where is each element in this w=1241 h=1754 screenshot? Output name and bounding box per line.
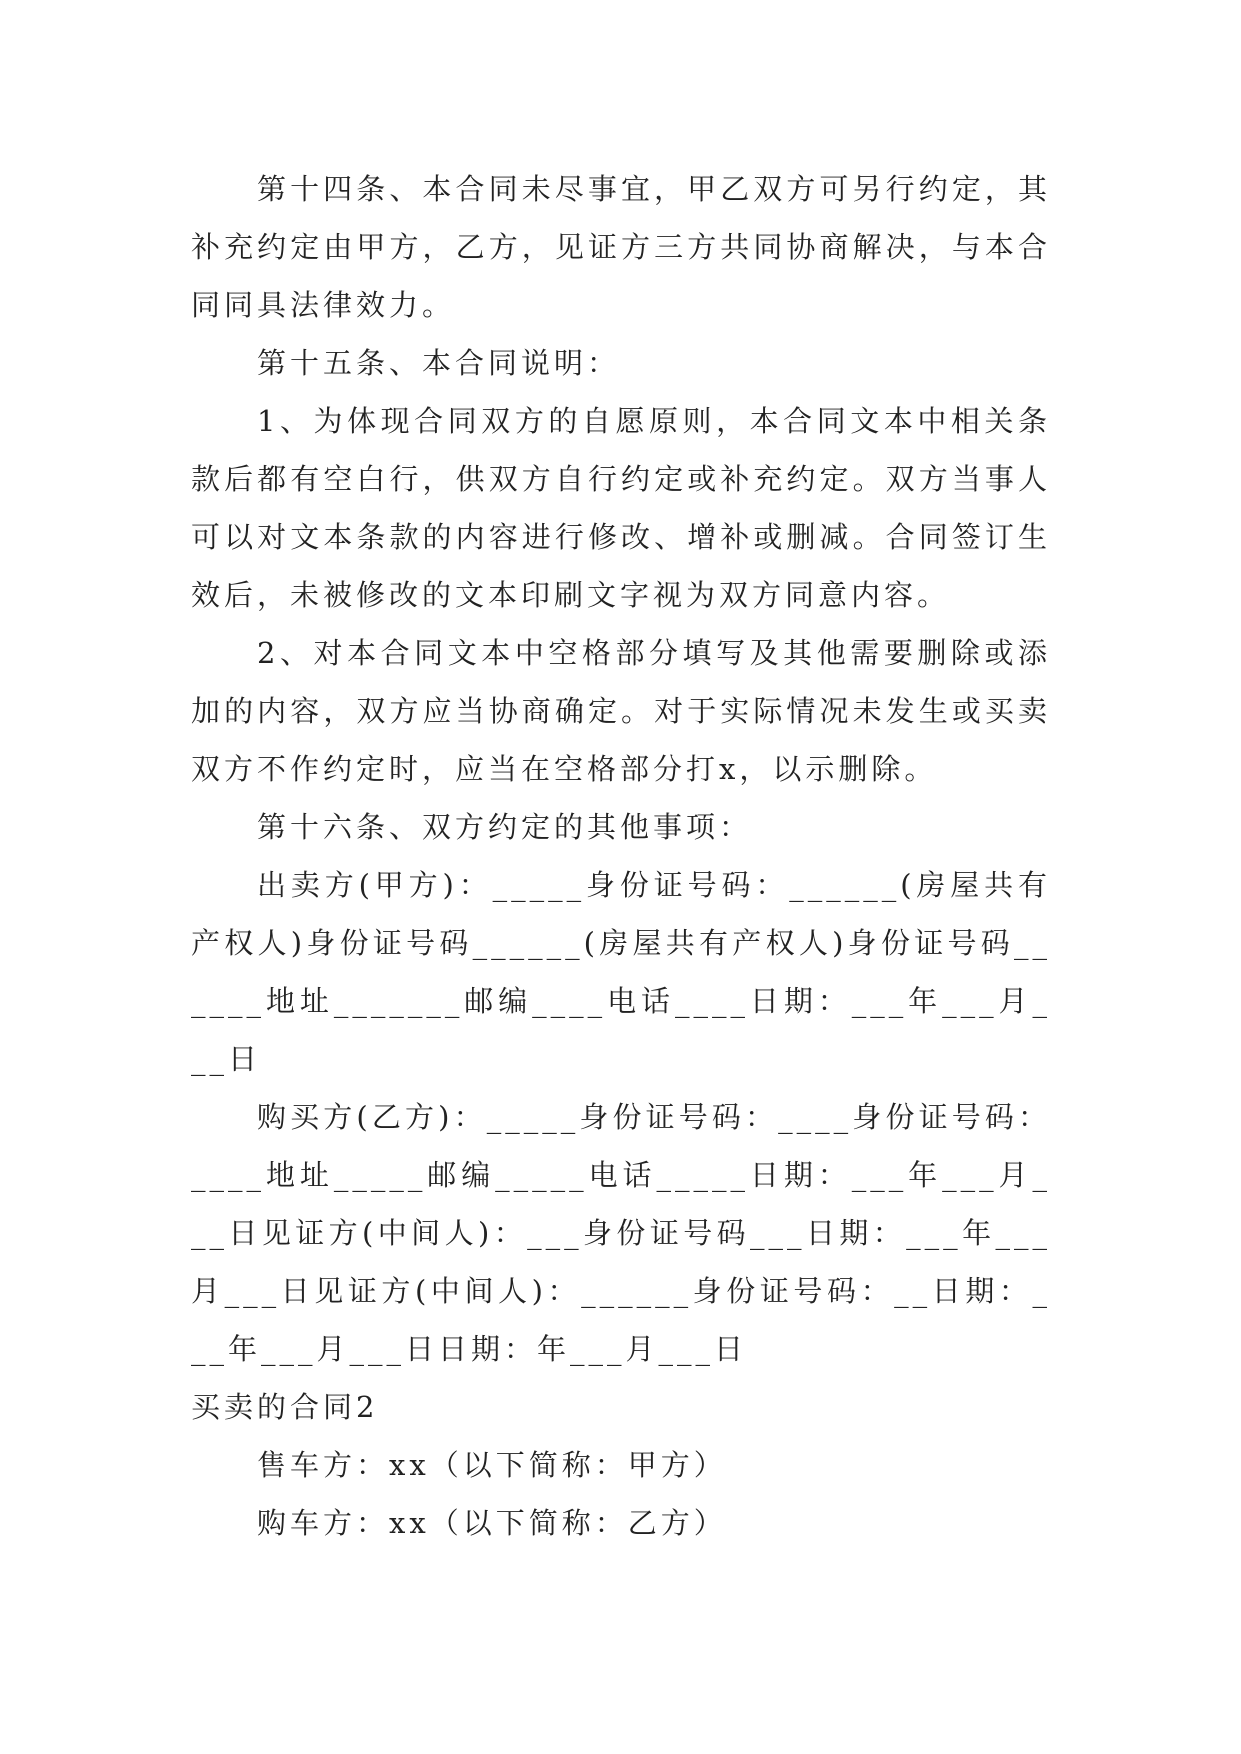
paragraph-buyer-witness-info: 购买方(乙方)：_____身份证号码：____身份证号码：____地址_____邮编_____电话_____日期：___年___月___日见证方(中间人)：___身份证号码___日期：___年___月___日见证方(中间人)：______身份证号码：__日期：___年___月___日日期：年___月___日 — [191, 1100, 1051, 1366]
paragraph-article-14: 第十四条、本合同未尽事宜，甲乙双方可另行约定，其补充约定由甲方，乙方，见证方三方共同协商解决，与本合同同具法律效力。 — [191, 172, 1051, 322]
paragraph-article-15-item-1: 1、为体现合同双方的自愿原则，本合同文本中相关条款后都有空白行，供双方自行约定或补充约定。双方当事人可以对文本条款的内容进行修改、增补或删减。合同签订生效后，未被修改的文本印刷文字视为双方同意内容。 — [191, 404, 1051, 612]
paragraph-car-seller: 售车方：xx（以下简称：甲方） — [257, 1448, 727, 1482]
paragraph-seller-info: 出卖方(甲方)：_____身份证号码：______(房屋共有产权人)身份证号码______(房屋共有产权人)身份证号码______地址_______邮编____电话____日期：___年___月___日 — [191, 868, 1051, 1076]
paragraph-article-15-heading: 第十五条、本合同说明： — [257, 346, 621, 380]
paragraph-car-buyer: 购车方：xx（以下简称：乙方） — [257, 1506, 727, 1540]
section-title-contract-2: 买卖的合同2 — [191, 1390, 379, 1424]
document-body — [191, 160, 1051, 1552]
paragraph-article-15-item-2: 2、对本合同文本中空格部分填写及其他需要删除或添加的内容，双方应当协商确定。对于实际情况未发生或买卖双方不作约定时，应当在空格部分打x，以示删除。 — [191, 636, 1051, 786]
paragraph-article-16-heading: 第十六条、双方约定的其他事项： — [257, 810, 753, 844]
